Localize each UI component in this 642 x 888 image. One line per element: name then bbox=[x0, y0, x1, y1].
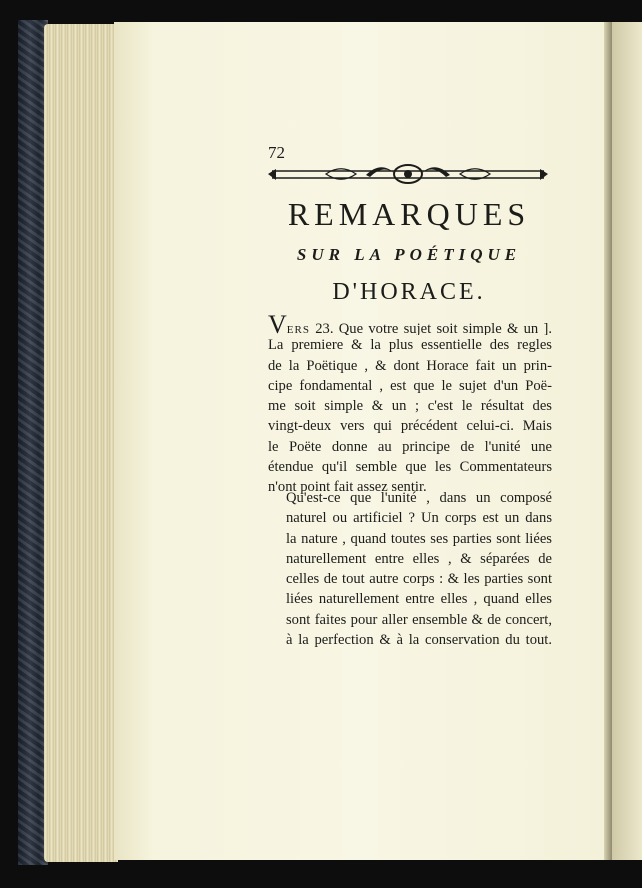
page-edges bbox=[44, 24, 118, 862]
paragraph-2-line-7: sont faites pour aller ensemble & de concert, bbox=[286, 611, 552, 628]
paragraph-1-line-7: le Poëte donne au principe de l'unité une bbox=[268, 438, 552, 455]
paragraph-2-line-4: naturellement entre elles , & séparées de bbox=[286, 550, 552, 567]
paragraph-1-line-6: vingt-deux vers qui précédent celui-ci. Mais bbox=[268, 418, 552, 435]
ornament-rule bbox=[266, 163, 550, 187]
drop-cap: V bbox=[268, 315, 287, 336]
paragraph-1 bbox=[268, 315, 552, 498]
page-number: 72 bbox=[268, 143, 285, 162]
heading-sur-la-poetique: SUR LA POÉTIQUE bbox=[296, 245, 522, 264]
paragraph-1-line-5: me soit simple & un ; c'est le résultat des bbox=[268, 398, 552, 415]
paragraph-2-line-8: à la perfection & à la conservation du tout. bbox=[286, 632, 552, 649]
paragraph-2 bbox=[268, 488, 552, 650]
paragraph-2-line-5: celles de tout autre corps : & les parties sont bbox=[286, 571, 552, 588]
paragraph-2-line-6: liées naturellement entre elles , quand elles bbox=[286, 591, 552, 608]
paragraph-2-line-2: naturel ou artificiel ? Un corps est un dans bbox=[286, 510, 552, 527]
paragraph-1-line-4: cipe fondamental , est que le sujet d'un Poë- bbox=[268, 377, 552, 394]
small-caps-word: ERS bbox=[286, 324, 310, 336]
paragraph-1-line-2: La premiere & la plus essentielle des regles bbox=[268, 337, 552, 354]
paragraph-1-line-8: étendue qu'il semble que les Commentateurs bbox=[268, 459, 552, 476]
paragraph-1-line-3: de la Poëtique , & dont Horace fait un prin- bbox=[268, 357, 552, 374]
heading-dhorace: D'HORACE. bbox=[332, 279, 486, 305]
heading-remarques: REMARQUES bbox=[287, 196, 531, 232]
paragraph-2-line-1: Qu'est-ce que l'unité , dans un composé bbox=[286, 490, 552, 506]
facing-page-edge bbox=[612, 22, 642, 860]
book-gutter bbox=[604, 22, 612, 860]
paragraph-1-line-9: n'ont point fait assez sentir. bbox=[268, 479, 427, 496]
paragraph-1-line-1: VERS 23. Que votre sujet soit simple & un ]. bbox=[268, 315, 552, 335]
paragraph-2-line-3: la nature , quand toutes ses parties sont liées bbox=[286, 530, 552, 547]
